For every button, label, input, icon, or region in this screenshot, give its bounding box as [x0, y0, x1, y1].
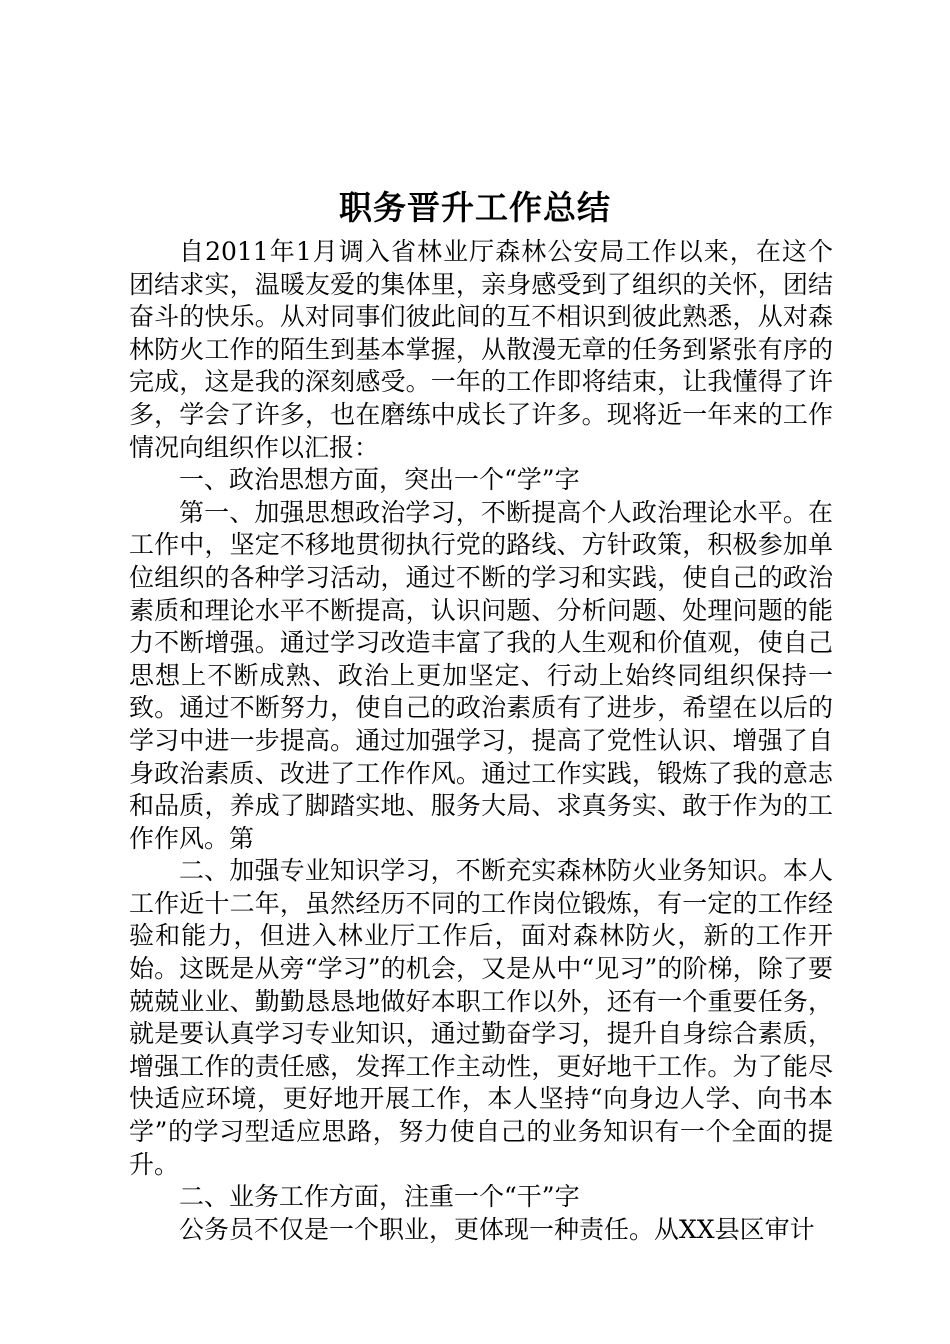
document-body	[129, 236, 833, 1246]
intro-paragraph: 自2011年1月调入省林业厅森林公安局工作以来，在这个团结求实，温暖友爱的集体里，亲身感受到了组织的关怀，团结奋斗的快乐。从对同事们彼此间的互不相识到彼此熟悉，从对森林防火工作的陌生到基本掌握，从散漫无章的任务到紧张有序的完成，这是我的深刻感受。一年的工作即将结束，让我懂得了许多，学会了许多，也在磨练中成长了许多。现将近一年来的工作情况向组织作以汇报：	[129, 237, 833, 462]
section-heading-politics: 一、政治思想方面，突出一个“学”字	[179, 465, 580, 495]
paragraph-professional-study: 二、加强专业知识学习，不断充实森林防火业务知识。本人工作近十二年，虽然经历不同的工作岗位锻炼，有一定的工作经验和能力，但进入林业厅工作后，面对森林防火，新的工作开始。这既是从旁“学习”的机会，又是从中“见习”的阶梯，除了要兢兢业业、勤勤恳恳地做好本职工作以外，还有一个重要任务，就是要认真学习专业知识，通过勤奋学习，提升自身综合素质，增强工作的责任感，发挥工作主动性，更好地干工作。为了能尽快适应环境，更好地开展工作，本人坚持“向身边人学、向书本学”的学习型适应思路，努力使自己的业务知识有一个全面的提升。	[129, 856, 833, 1179]
paragraph-political-study: 第一、加强思想政治学习，不断提高个人政治理论水平。在工作中，坚定不移地贯彻执行党的路线、方针政策，积极参加单位组织的各种学习活动，通过不断的学习和实践，使自己的政治素质和理论水平不断提高，认识问题、分析问题、处理问题的能力不断增强。通过学习改造丰富了我的人生观和价值观，使自己思想上不断成熟、政治上更加坚定、行动上始终同组织保持一致。通过不断努力，使自己的政治素质有了进步，希望在以后的学习中进一步提高。通过加强学习，提高了党性认识、增强了自身政治素质、改进了工作作风。通过工作实践，锻炼了我的意志和品质，养成了脚踏实地、服务大局、求真务实、敢于作为的工作作风。第	[129, 497, 833, 853]
paragraph-civil-servant: 公务员不仅是一个职业，更体现一种责任。从XX县区审计	[179, 1214, 815, 1244]
document-title: 职务晋升工作总结	[339, 188, 611, 227]
section-heading-work: 二、业务工作方面，注重一个“干”字	[179, 1182, 580, 1212]
